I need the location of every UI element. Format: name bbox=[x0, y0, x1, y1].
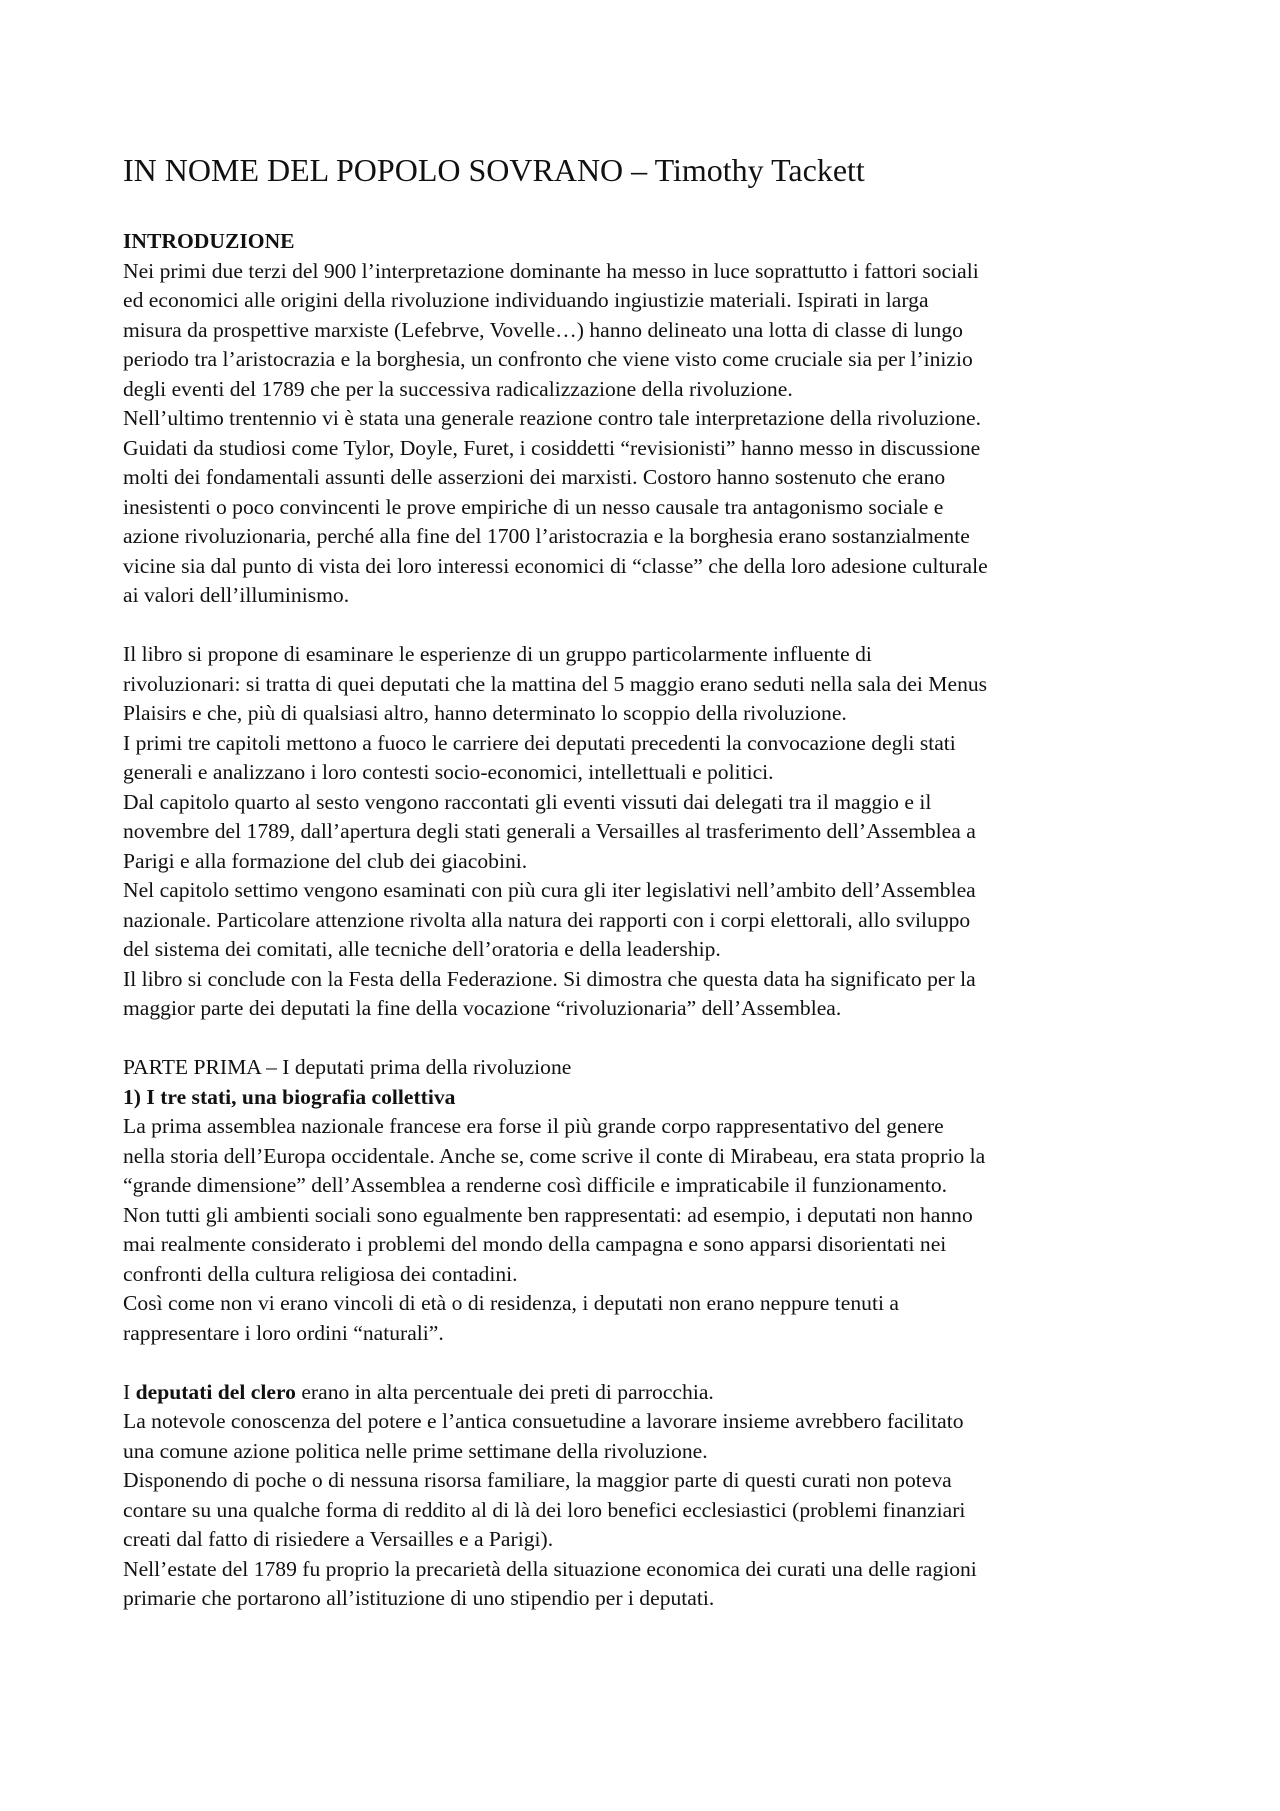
text-line: nella storia dell’Europa occidentale. Anche se, come scrive il conte di Mirabeau, era stata proprio la bbox=[123, 1143, 986, 1168]
text-line: mai realmente considerato i problemi del mondo della campagna e sono apparsi disorientati nei bbox=[123, 1232, 947, 1256]
text-line: primarie che portarono all’istituzione di uno stipendio per i deputati. bbox=[123, 1586, 715, 1610]
blank-line bbox=[123, 1024, 1173, 1054]
text-line: Plaisirs e che, più di qualsiasi altro, hanno determinato lo scoppio della rivoluzione. bbox=[123, 701, 847, 725]
chapter-heading: 1) I tre stati, una biografia collettiva bbox=[123, 1084, 456, 1109]
text-line: creati dal fatto di risiedere a Versailles e a Parigi). bbox=[123, 1527, 554, 1551]
text-line: La prima assemblea nazionale francese era forse il più grande corpo rappresentativo del genere bbox=[123, 1114, 944, 1138]
text-line: Guidati da studiosi come Tylor, Doyle, Furet, i cosiddetti “revisionisti” hanno messo in discussione bbox=[123, 435, 981, 460]
text-line: ed economici alle origini della rivoluzione individuando ingiustizie materiali. Ispirati in larga bbox=[123, 288, 929, 312]
intro-paragraph-1 bbox=[123, 257, 1173, 405]
text-line: confronti della cultura religiosa dei contadini. bbox=[123, 1261, 518, 1286]
text-line: “grande dimensione” dell’Assemblea a renderne così difficile e impraticabile il funzionamento. bbox=[123, 1173, 948, 1197]
chapter-paragraph-6 bbox=[123, 1555, 1173, 1614]
text-line: azione rivoluzionaria, perché alla fine del 1700 l’aristocrazia e la borghesia erano sostanzialmente bbox=[123, 524, 970, 548]
intro-paragraph-6 bbox=[123, 876, 1173, 965]
text-line: misura da prospettive marxiste (Lefebrve, Vovelle…) hanno delineato una lotta di classe di lungo bbox=[123, 317, 963, 342]
text-line: periodo tra l’aristocrazia e la borghesia, un confronto che viene visto come cruciale sia per l’inizio bbox=[123, 347, 973, 371]
text-line: ai valori dell’illuminismo. bbox=[123, 583, 350, 607]
text-line: rivoluzionari: si tratta di quei deputati che la mattina del 5 maggio erano seduti nella sala dei Menus bbox=[123, 671, 988, 696]
text-line: Non tutti gli ambienti sociali sono egualmente ben rappresentati: ad esempio, i deputati non hanno bbox=[123, 1202, 973, 1227]
text-line: inesistenti o poco convincenti le prove empiriche di un nesso causale tra antagonismo sociale e bbox=[123, 494, 944, 519]
document-title: IN NOME DEL POPOLO SOVRANO – Timothy Tackett bbox=[123, 152, 865, 188]
text-line: generali e analizzano i loro contesti socio-economici, intellettuali e politici. bbox=[123, 760, 774, 784]
text-line: rappresentare i loro ordini “naturali”. bbox=[123, 1320, 444, 1345]
clergy-prefix: I bbox=[123, 1379, 136, 1404]
text-line: I primi tre capitoli mettono a fuoco le carriere dei deputati precedenti la convocazione degli stati bbox=[123, 730, 956, 755]
text-line: del sistema dei comitati, alle tecniche dell’oratoria e della leadership. bbox=[123, 937, 721, 961]
text-line: Parigi e alla formazione del club dei giacobini. bbox=[123, 848, 528, 873]
text-line: molti dei fondamentali assunti delle asserzioni dei marxisti. Costoro hanno sostenuto che erano bbox=[123, 465, 946, 489]
blank-line bbox=[123, 611, 1173, 641]
text-line: degli eventi del 1789 che per la successiva radicalizzazione della rivoluzione. bbox=[123, 376, 793, 401]
text-line: La notevole conoscenza del potere e l’antica consuetudine a lavorare insieme avrebbero facilitato bbox=[123, 1409, 964, 1433]
text-line: Il libro si conclude con la Festa della Federazione. Si dimostra che questa data ha significato per la bbox=[123, 966, 976, 991]
text-line: contare su una qualche forma di reddito al di là dei loro benefici ecclesiastici (problemi finanziari bbox=[123, 1497, 966, 1522]
text-line: Dal capitolo quarto al sesto vengono raccontati gli eventi vissuti dai delegati tra il maggio e il bbox=[123, 789, 932, 814]
intro-paragraph-2 bbox=[123, 404, 1173, 611]
intro-paragraph-5 bbox=[123, 788, 1173, 877]
intro-paragraph-3 bbox=[123, 640, 1173, 729]
text-line: Così come non vi erano vincoli di età o di residenza, i deputati non erano neppure tenuti a bbox=[123, 1291, 899, 1315]
chapter-paragraph-2 bbox=[123, 1201, 1173, 1290]
text-line: Nell’estate del 1789 fu proprio la precarietà della situazione economica dei curati una delle ragioni bbox=[123, 1556, 977, 1581]
document-page bbox=[123, 150, 1173, 1614]
text-line: nazionale. Particolare attenzione rivolta alla natura dei rapporti con i corpi elettorali, allo sviluppo bbox=[123, 907, 971, 932]
chapter-paragraph-4 bbox=[123, 1407, 1173, 1466]
text-line: Nel capitolo settimo vengono esaminati con più cura gli iter legislativi nell’ambito dell’Assemblea bbox=[123, 878, 976, 902]
clergy-line bbox=[123, 1378, 1173, 1408]
text-line: Nei primi due terzi del 900 l’interpretazione dominante ha messo in luce soprattutto i fattori sociali bbox=[123, 258, 979, 283]
text-line: maggior parte dei deputati la fine della vocazione “rivoluzionaria” dell’Assemblea. bbox=[123, 996, 842, 1020]
clergy-bold-term: deputati del clero bbox=[135, 1379, 296, 1404]
text-line: Nell’ultimo trentennio vi è stata una generale reazione contro tale interpretazione della rivoluzione. bbox=[123, 406, 981, 430]
text-line: vicine sia dal punto di vista dei loro interessi economici di “classe” che della loro adesione culturale bbox=[123, 553, 988, 578]
intro-paragraph-7 bbox=[123, 965, 1173, 1024]
chapter-paragraph-5 bbox=[123, 1466, 1173, 1555]
text-line: una comune azione politica nelle prime settimane della rivoluzione. bbox=[123, 1438, 708, 1463]
text-line: Il libro si propone di esaminare le esperienze di un gruppo particolarmente influente di bbox=[123, 642, 872, 666]
text-line: novembre del 1789, dall’apertura degli stati generali a Versailles al trasferimento dell’Assemblea a bbox=[123, 819, 976, 843]
clergy-suffix: erano in alta percentuale dei preti di parrocchia. bbox=[295, 1379, 714, 1404]
blank-line bbox=[123, 1348, 1173, 1378]
intro-paragraph-4 bbox=[123, 729, 1173, 788]
chapter-paragraph-1 bbox=[123, 1112, 1173, 1201]
intro-heading: INTRODUZIONE bbox=[123, 229, 295, 253]
chapter-paragraph-3 bbox=[123, 1289, 1173, 1348]
text-line: Disponendo di poche o di nessuna risorsa familiare, la maggior parte di questi curati non poteva bbox=[123, 1468, 952, 1492]
part-heading: PARTE PRIMA – I deputati prima della rivoluzione bbox=[123, 1055, 572, 1079]
